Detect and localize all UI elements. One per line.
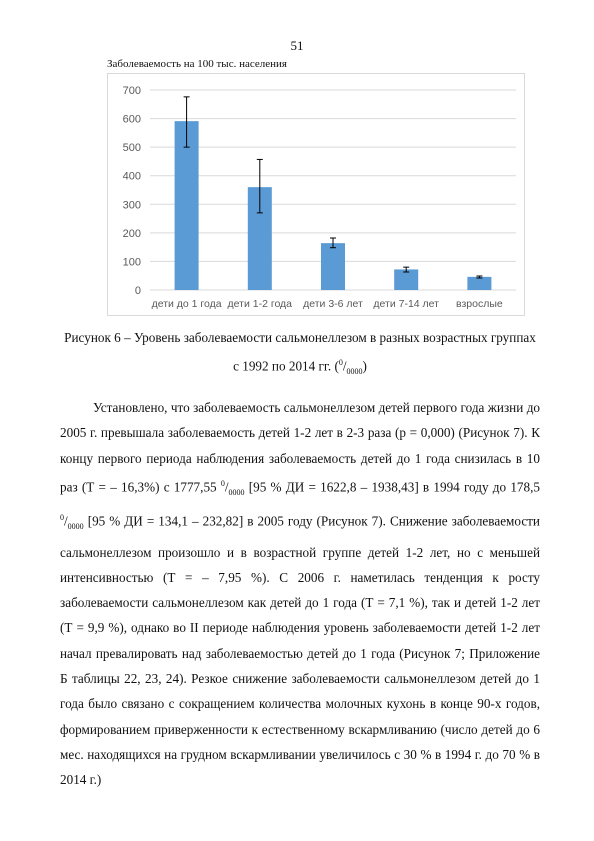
body-paragraph-block	[60, 395, 540, 793]
y-tick-label: 100	[122, 256, 141, 269]
text-sup: 0	[60, 513, 64, 523]
x-category-label: взрослые	[456, 298, 503, 310]
bar-chart-canvas	[108, 74, 526, 317]
caption-sub: 0000	[346, 367, 363, 377]
text-slash: /	[64, 513, 68, 529]
y-tick-label: 600	[122, 113, 141, 126]
bar	[467, 277, 491, 290]
y-tick-label: 300	[122, 199, 141, 212]
bar	[394, 269, 418, 290]
chart-y-axis-label: Заболеваемость на 100 тыс. населения	[107, 58, 287, 70]
text-run: [95 % ДИ = 134,1 – 232,82] в 2005 году (Рисунок 7). Снижение заболеваемости сальмонеллезом произошло и в возрастной группе детей 1-2 лет, но с меньшей интенсивностью (Т = – 7,95 %). С 2006 г. наметилась тенденция к росту заболеваемости сальмонеллезом как детей до 1 года (Т = 7,1 %), так и детей 1-2 лет (Т = 9,9 %), однако во II периоде наблюдения уровень заболеваемости детей 1-2 лет начал превалировать над заболеваемостью детей до 1 года (Рисунок 7; Приложение Б таблицы 22, 23, 24). Резкое снижение заболеваемости сальмонеллезом детей до 1 года было связано с сокращением количества молочных кухонь в конце 90-х годов, формированием приверженности к естественному вскармливанию (число детей до 6 мес. находящихся на грудном вскармливании увеличилось с 30 % в 1994 г. до 70 % в 2014 г.)	[60, 513, 540, 788]
caption-close: )	[362, 358, 367, 374]
x-category-label: дети 3-6 лет	[303, 298, 363, 310]
x-category-label: дети до 1 года	[151, 298, 222, 310]
x-category-label: дети 1-2 года	[227, 298, 293, 310]
body-paragraph	[60, 395, 540, 793]
y-tick-label: 400	[122, 170, 141, 183]
text-sub: 0000	[67, 522, 84, 532]
figure-caption	[60, 325, 540, 384]
text-sup: 0	[220, 478, 225, 488]
page-number: 51	[290, 38, 304, 53]
caption-text: Рисунок 6 – Уровень заболеваемости сальмонеллезом в разных возрастных группах с 1992 по 2014 гг. (	[64, 330, 536, 374]
y-tick-label: 0	[134, 285, 141, 297]
text-run: Установлено, что заболеваемость сальмонеллезом детей первого года жизни до 2005 г. превышала заболеваемость детей 1-2 лет в 2-3 раза (p = 0,000) (Рисунок 7). К концу первого периода наблюдения заболеваемость детей до 1 года снизилась в 10 раз (Т = – 16,3%) с 1777,55	[60, 400, 540, 495]
y-tick-label: 700	[122, 85, 141, 97]
bar-chart	[107, 73, 525, 316]
x-category-label: дети 7-14 лет	[373, 298, 439, 310]
y-tick-label: 500	[122, 142, 141, 155]
text-sub: 0000	[228, 487, 245, 497]
y-tick-label: 200	[122, 227, 141, 240]
bar	[321, 243, 345, 290]
caption-slash: /	[342, 358, 347, 374]
text-slash: /	[224, 479, 229, 495]
text-run: [95 % ДИ = 1622,8 – 1938,43] в 1994 году до 178,5	[244, 479, 540, 495]
caption-sup: 0	[338, 358, 343, 367]
